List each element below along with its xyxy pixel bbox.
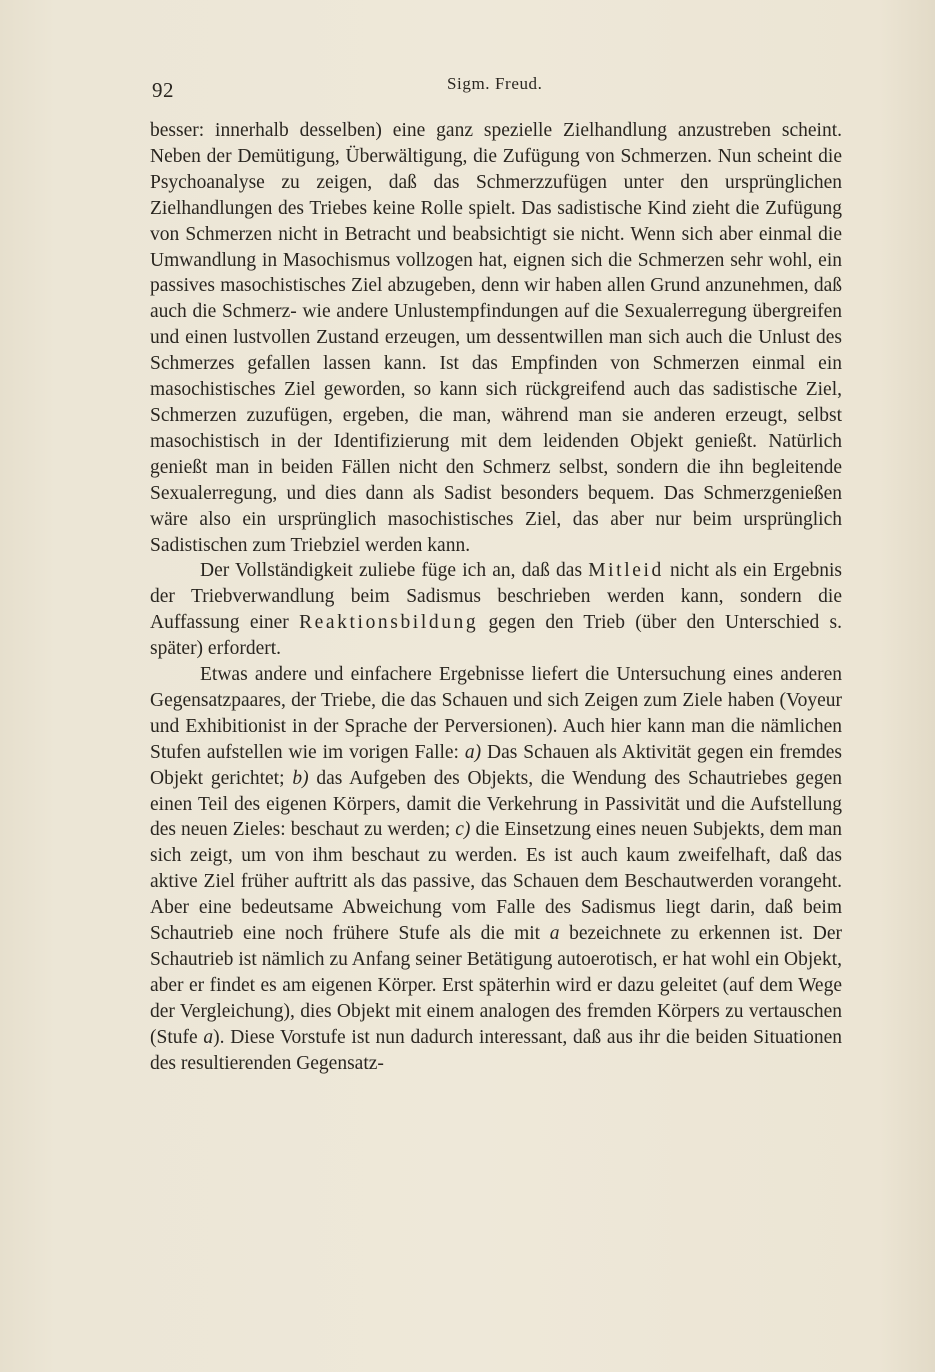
spaced-term-reaktionsbildung: Reaktionsbildung xyxy=(299,612,479,634)
text-segment: Das Schauen als Aktivität gegen ein fremdes Objekt gerichtet; xyxy=(150,741,842,789)
italic-marker-c: c) xyxy=(455,819,471,841)
page-header xyxy=(152,74,842,104)
italic-marker-a: a xyxy=(203,1026,214,1048)
page-number: 92 xyxy=(152,78,174,102)
text-segment: nicht als ein Ergebnis der Triebverwandlung beim Sadismus beschrieben werden kann, sondern die Auffassung einer xyxy=(150,560,842,634)
text-segment: Der Vollständigkeit zuliebe füge ich an, daß das xyxy=(200,560,589,582)
running-head: Sigm. Freud. xyxy=(447,74,543,93)
text-segment: Etwas andere und einfachere Ergebnisse liefert die Untersuchung eines anderen Gegensatzpaares, der Triebe, die das Schauen und sich Zeigen zum Ziele haben (Voyeur und Exhibitionist in der Sprache der Perversionen). Auch hier kann man die nämlichen Stufen aufstellen wie im vorigen Falle: xyxy=(150,664,842,763)
italic-marker-a: a) xyxy=(464,741,482,763)
italic-marker-b: b) xyxy=(292,767,309,789)
italic-marker-a: a xyxy=(549,923,560,945)
paragraph-2 xyxy=(150,558,842,662)
text-segment: gegen den Trieb (über den Unterschied s. später) erfordert. xyxy=(150,612,842,660)
text-segment: ). Diese Vorstufe ist nun dadurch interessant, daß aus ihr die beiden Situationen des resultierenden Gegensatz- xyxy=(150,1026,843,1074)
text-segment: besser: innerhalb desselben) eine ganz spezielle Zielhandlung anzustreben scheint. Neben der Demütigung, Überwältigung, die Zufügung von Schmerzen. Nun scheint die Psychoanalyse zu zeigen, daß das Schmerzzufügen unter den ursprünglichen Zielhandlungen des Triebes keine Rolle spielt. Das sadistische Kind zieht die Zufügung von Schmerzen nicht in Betracht und beabsichtigt sie nicht. Wenn sich aber einmal die Umwandlung in Masochismus vollzogen hat, eignen sich die Schmerzen sehr wohl, ein passives masochistisches Ziel abzugeben, denn wir haben allen Grund anzunehmen, daß auch die Schmerz- wie andere Unlustempfindungen auf die Sexualerregung übergreifen und einen lustvollen Zustand erzeugen, um dessentwillen man sich auch die Unlust des Schmerzes gefallen lassen kann. Ist das Empfinden von Schmerzen einmal ein masochistisches Ziel geworden, so kann sich rückgreifend auch das sadistische Ziel, Schmerzen zuzufügen, ergeben, die man, während man sie anderen erzeugt, selbst masochistisch in der Identifizierung mit dem leidenden Objekt genießt. Natürlich genießt man in beiden Fällen nicht den Schmerz selbst, sondern die ihn begleitende Sexualerregung, und dies dann als Sadist besonders bequem. Das Schmerzgenießen wäre also ein ursprünglich masochistisches Ziel, das aber nur beim ursprünglich Sadistischen zum Triebziel werden kann. xyxy=(150,120,842,556)
body-text xyxy=(150,118,842,1077)
paragraph-3 xyxy=(150,662,842,1077)
spaced-term-mitleid: Mitleid xyxy=(588,560,664,582)
paragraph-1 xyxy=(150,118,842,558)
text-segment: bezeichnete zu erkennen ist. Der Schautrieb ist nämlich zu Anfang seiner Betätigung autoerotisch, er hat wohl ein Objekt, aber er findet es am eigenen Körper. Erst späterhin wird er dazu geleitet (auf dem Wege der Vergleichung), dies Objekt mit einem analogen des fremden Körpers zu vertauschen (Stufe xyxy=(150,923,842,1048)
text-segment: das Aufgeben des Objekts, die Wendung des Schautriebes gegen einen Teil des eigenen Körpers, damit die Verkehrung in Passivität und die Aufstellung des neuen Zieles: beschaut zu werden; xyxy=(150,767,842,841)
text-segment: die Einsetzung eines neuen Subjekts, dem man sich zeigt, um von ihm beschaut zu werden. Es ist auch kaum zweifelhaft, daß das aktive Ziel früher auftritt als das passive, das Schauen dem Beschautwerden vorangeht. Aber eine bedeutsame Abweichung vom Falle des Sadismus liegt darin, daß beim Schautrieb eine noch frühere Stufe als die mit xyxy=(150,819,842,945)
